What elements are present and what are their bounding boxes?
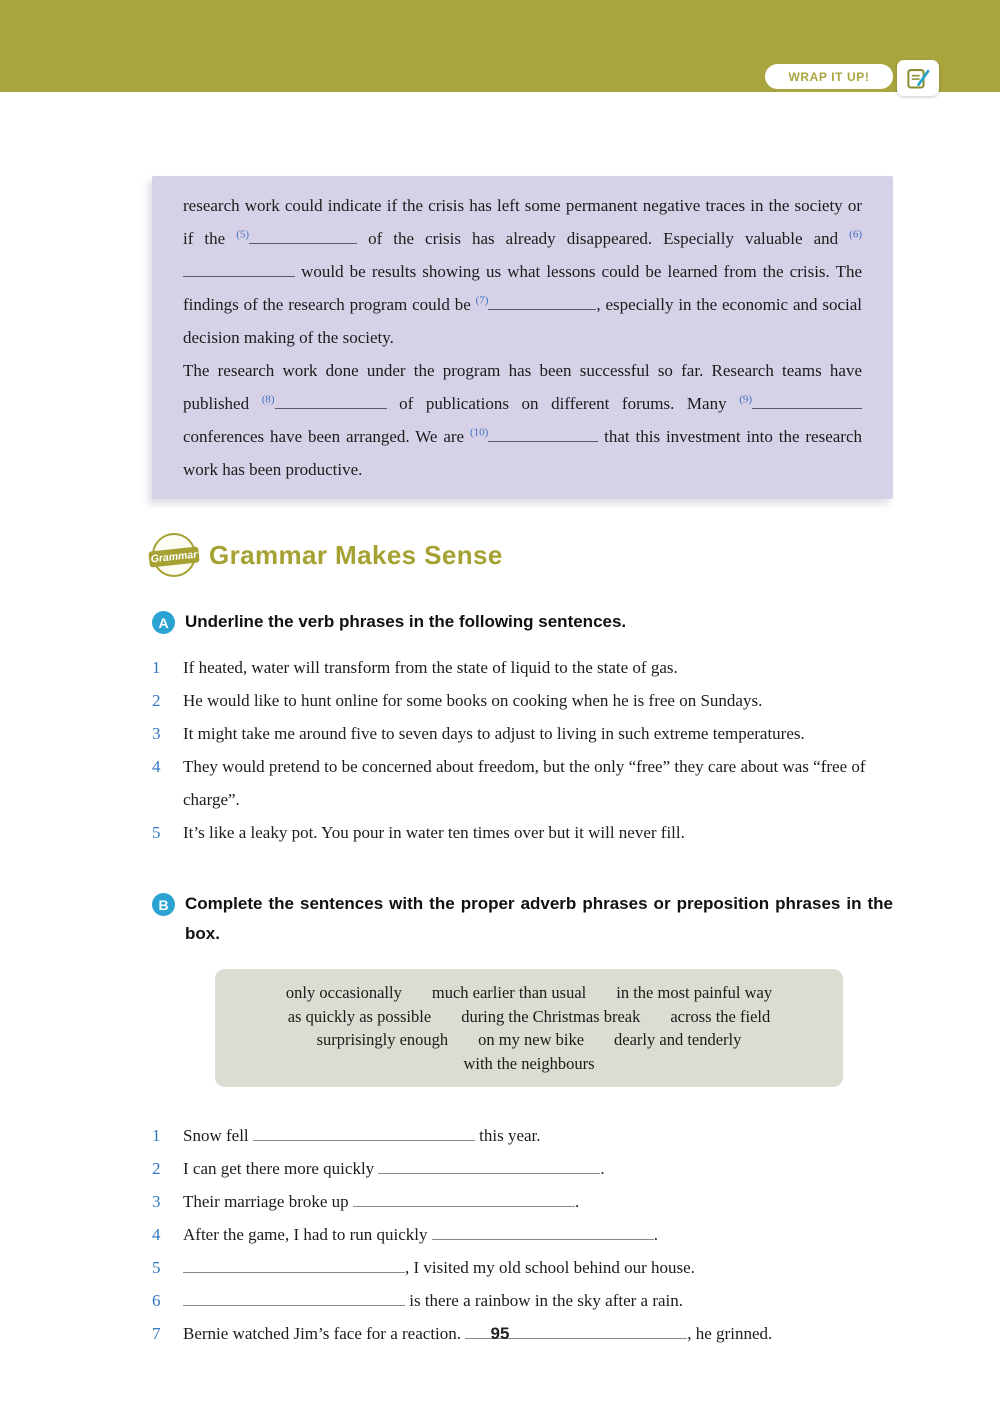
exercise-a-heading bbox=[152, 607, 893, 637]
item-text: They would pretend to be concerned about freedom, but the only “free” they care about was “free of charge”. bbox=[183, 757, 866, 809]
item-text: After the game, I had to run quickly . bbox=[183, 1225, 659, 1244]
section-b-badge: B bbox=[152, 893, 175, 916]
answer-blank[interactable] bbox=[432, 1226, 654, 1240]
sentence-item bbox=[152, 816, 893, 849]
phrase-line bbox=[233, 1005, 825, 1029]
top-band bbox=[0, 0, 1000, 92]
sentence-item bbox=[152, 717, 893, 750]
phrase-line bbox=[233, 1052, 825, 1076]
item-number: 7 bbox=[152, 1324, 161, 1343]
item-number: 2 bbox=[152, 1159, 161, 1178]
item-number: 6 bbox=[152, 1291, 161, 1310]
grammar-section-title: Grammar Makes Sense bbox=[209, 539, 503, 570]
exercise-b-heading bbox=[152, 889, 893, 949]
phrase-option: during the Christmas break bbox=[461, 1006, 641, 1026]
reading-paragraph: research work could indicate if the crisis has left some permanent negative traces in the society or if the $^{(5)}$ of the crisis has already disappeared. Especially valuable and $^{(6)}$ would be results showing us what lessons could be learned from the crisis. The findings of the research program could be $^{(7)}$ , especially in the economic and social decision making of the society. bbox=[183, 196, 862, 347]
answer-blank[interactable] bbox=[378, 1160, 600, 1174]
item-text: Bernie watched Jim’s face for a reaction. , he grinned. bbox=[183, 1324, 773, 1343]
exercise-b-items bbox=[152, 1119, 893, 1350]
section-b-instruction: Complete the sentences with the proper adverb phrases or preposition phrases in the box. bbox=[185, 894, 893, 943]
sentence-item bbox=[152, 1185, 893, 1218]
answer-blank[interactable] bbox=[752, 395, 862, 409]
item-text: If heated, water will transform from the state of liquid to the state of gas. bbox=[183, 658, 678, 677]
sentence-item bbox=[152, 1251, 893, 1284]
item-number: 4 bbox=[152, 757, 161, 776]
item-text: , I visited my old school behind our house. bbox=[183, 1251, 893, 1284]
phrase-line bbox=[233, 1028, 825, 1052]
item-text: is there a rainbow in the sky after a rain. bbox=[183, 1284, 893, 1317]
page-content bbox=[152, 176, 893, 1350]
phrase-option: dearly and tenderly bbox=[614, 1030, 742, 1049]
blank-number: (6) bbox=[849, 228, 862, 241]
item-number: 5 bbox=[152, 823, 161, 842]
phrase-option: only occasionally bbox=[285, 983, 402, 1002]
blank-number: (9) bbox=[739, 393, 753, 406]
sentence-item bbox=[152, 750, 893, 816]
blank-number: (8) bbox=[261, 393, 275, 406]
reading-paragraph: The research work done under the program has been successful so far. Research teams have published $^{(8)}$ of publications on different forums. Many $^{(9)}$ conferences have been arranged. We are $^{(10)}$ that this investment into the research work has been productive. bbox=[183, 361, 862, 479]
sentence-item bbox=[152, 1119, 893, 1152]
phrase-option: much earlier than usual bbox=[431, 983, 587, 1002]
phrase-option: on my new bike bbox=[478, 1030, 585, 1049]
item-text: Their marriage broke up . bbox=[183, 1192, 580, 1211]
reading-box bbox=[152, 176, 893, 499]
grammar-heading-row bbox=[152, 533, 893, 577]
answer-blank[interactable] bbox=[253, 1127, 475, 1141]
blank-number: (7) bbox=[475, 294, 489, 307]
item-number: 3 bbox=[152, 1192, 161, 1211]
exercise-a-items bbox=[152, 651, 893, 849]
sentence-item bbox=[152, 1284, 893, 1317]
answer-blank[interactable] bbox=[275, 395, 387, 409]
section-a-badge: A bbox=[152, 611, 175, 634]
item-number: 5 bbox=[152, 1258, 161, 1277]
sentence-item bbox=[152, 684, 893, 717]
section-a-instruction: Underline the verb phrases in the following sentences. bbox=[185, 612, 627, 631]
phrase-option: as quickly as possible bbox=[287, 1006, 432, 1026]
answer-blank[interactable] bbox=[353, 1193, 575, 1207]
notepad-pencil-icon bbox=[897, 60, 939, 96]
phrase-box bbox=[215, 969, 843, 1087]
answer-blank[interactable] bbox=[488, 428, 598, 442]
answer-blank[interactable] bbox=[183, 1292, 405, 1306]
phrase-line bbox=[233, 981, 825, 1005]
item-number: 4 bbox=[152, 1225, 161, 1244]
item-number: 1 bbox=[152, 658, 161, 677]
answer-blank[interactable] bbox=[183, 1259, 405, 1273]
page-number: 95 bbox=[490, 1324, 510, 1343]
phrase-option: across the field bbox=[670, 1006, 771, 1026]
answer-blank[interactable] bbox=[488, 296, 596, 310]
phrase-option: in the most painful way bbox=[616, 983, 773, 1002]
grammar-stamp-label: Grammar bbox=[148, 546, 199, 567]
phrase-option: surprisingly enough bbox=[316, 1030, 449, 1049]
grammar-stamp-icon bbox=[152, 533, 196, 577]
wrap-it-up-badge: WRAP IT UP! bbox=[765, 64, 893, 89]
phrase-option: with the neighbours bbox=[463, 1053, 595, 1073]
sentence-item bbox=[152, 1218, 893, 1251]
answer-blank[interactable] bbox=[249, 230, 357, 244]
blank-number: (5) bbox=[236, 228, 250, 241]
item-number: 2 bbox=[152, 691, 161, 710]
item-number: 1 bbox=[152, 1126, 161, 1145]
sentence-item bbox=[152, 1152, 893, 1185]
blank-number: (10) bbox=[469, 426, 489, 439]
item-text: It might take me around five to seven days to adjust to living in such extreme temperatures. bbox=[183, 724, 805, 743]
item-text: It’s like a leaky pot. You pour in water ten times over but it will never fill. bbox=[183, 823, 685, 842]
item-number: 3 bbox=[152, 724, 161, 743]
item-text: He would like to hunt online for some books on cooking when he is free on Sundays. bbox=[183, 691, 763, 710]
sentence-item bbox=[152, 651, 893, 684]
item-text: Snow fell this year. bbox=[183, 1126, 541, 1145]
item-text: I can get there more quickly . bbox=[183, 1159, 605, 1178]
answer-blank[interactable] bbox=[183, 263, 295, 277]
